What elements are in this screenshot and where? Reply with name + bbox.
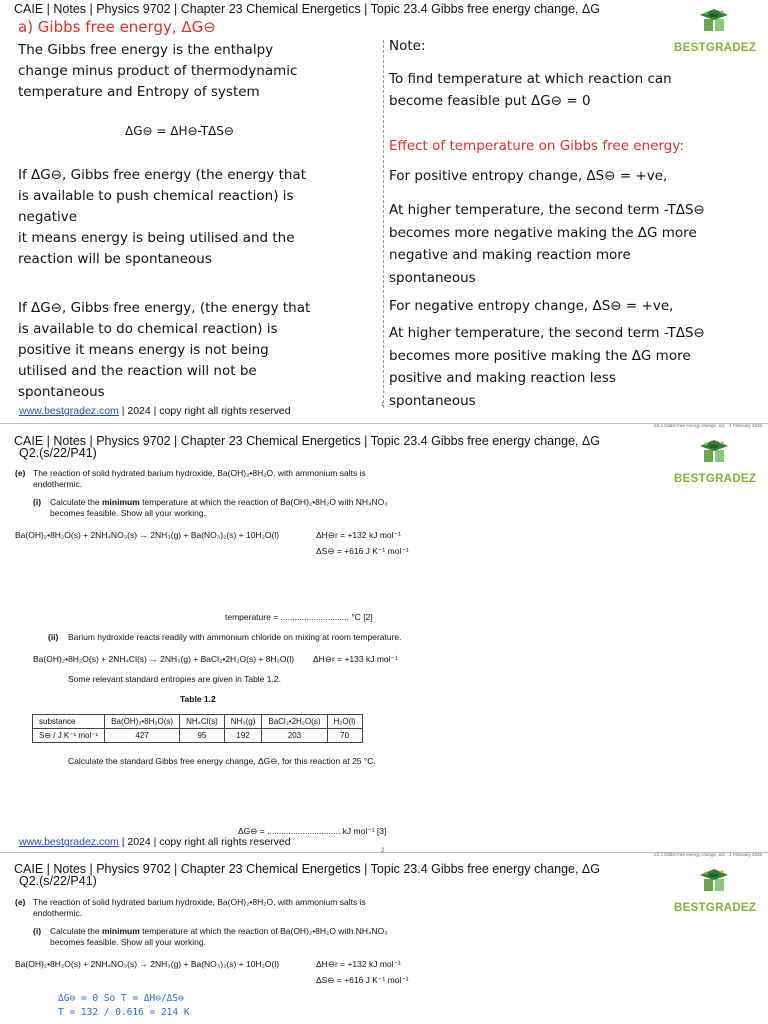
brand-logo [674, 5, 757, 54]
page-number: 1 [381, 402, 385, 408]
table-cell: NH₄Cl(s) [180, 715, 225, 729]
part-e-text: The reaction of solid hydrated barium hydroxide, Ba(OH)₂•8H₂O, with ammonium salts is endothermic. [33, 468, 366, 489]
effect-heading: Effect of temperature on Gibbs free energy: [389, 138, 684, 154]
brand-logo [674, 436, 757, 485]
table-cell: Ba(OH)₂•8H₂O(s) [105, 715, 180, 729]
table-cell: 95 [180, 729, 225, 743]
part-i-text: Calculate the minimum temperature at which the reaction of Ba(OH)₂•8H₂O with NH₄NO₃ becomes feasible. Show all your working. [50, 497, 388, 518]
table-cell: BaCl₂•2H₂O(s) [262, 715, 327, 729]
brand-logo [674, 865, 757, 914]
table-cell: H₂O(l) [327, 715, 362, 729]
table-title: Table 1.2 [180, 694, 216, 704]
footer-website-link[interactable]: www.bestgradez.com [19, 836, 119, 848]
part-e-label: (e) [15, 468, 26, 478]
enthalpy-value-1: ΔH⊖r = +132 kJ mol⁻¹ [316, 530, 401, 540]
brand-name: BESTGRADEZ [674, 902, 757, 914]
negative-entropy-effect: At higher temperature, the second term -TΔS⊖ becomes more positive making the ΔG more positive and making reaction less spontaneous [389, 325, 705, 409]
negative-entropy-line: For negative entropy change, ΔS⊖ = +ve, [389, 298, 674, 314]
book-cap-icon [698, 5, 730, 37]
entropy-table [32, 714, 363, 743]
handwritten-answer-line-2: T = 132 / 0.616 = 214 K [58, 1007, 190, 1018]
table-cell: 427 [105, 729, 180, 743]
part-i-label: (i) [33, 497, 42, 507]
enthalpy-value-1: ΔH⊖r = +132 kJ mol⁻¹ [316, 959, 401, 969]
part-e-text: The reaction of solid hydrated barium hydroxide, Ba(OH)₂•8H₂O, with ammonium salts is endothermic. [33, 897, 366, 918]
column-divider [383, 40, 384, 408]
table-cell: substance [33, 715, 105, 729]
notes-page-1 [0, 0, 768, 423]
dg-answer-line: ΔG⊖ = ............................... kJ mol⁻¹ [3] [238, 826, 387, 836]
part-e-label: (e) [15, 897, 26, 907]
table-cell: 203 [262, 729, 327, 743]
page-tiny-header: 23.4 Gibbs free energy change, ΔG - 2 February 2025 [654, 853, 762, 857]
entropy-value-1: ΔS⊖ = +616 J K⁻¹ mol⁻¹ [316, 975, 409, 985]
positive-dg-paragraph: If ΔG⊖, Gibbs free energy, (the energy that is available to do chemical reaction) is positive it means energy is not being utilised and the reaction will not be spontaneous [18, 300, 311, 400]
positive-entropy-effect: At higher temperature, the second term -TΔS⊖ becomes more negative making the ΔG more negative and making reaction more spontaneous [389, 202, 705, 286]
page-header: CAIE | Notes | Physics 9702 | Chapter 23 Chemical Energetics | Topic 23.4 Gibbs free energy change, ΔG [14, 434, 600, 448]
part-i-label: (i) [33, 926, 42, 936]
table-cell: S⊖ / J K⁻¹ mol⁻¹ [33, 729, 105, 743]
footer-copyright: | 2024 | copy right all rights reserved [121, 405, 291, 417]
question-title: Q2.(s/22/P41) [19, 874, 97, 888]
positive-entropy-line: For positive entropy change, ΔS⊖ = +ve, [389, 168, 668, 184]
notes-page-2 [0, 424, 768, 852]
table-cell: 70 [327, 729, 362, 743]
gibbs-equation: ΔG⊖ = ΔH⊖-TΔS⊖ [125, 124, 234, 138]
section-title: a) Gibbs free energy, ΔG⊖ [18, 18, 216, 36]
page-number: 2 [381, 848, 385, 852]
table-cell: 192 [224, 729, 262, 743]
calc-instruction: Calculate the standard Gibbs free energy change, ΔG⊖, for this reaction at 25 °C. [68, 756, 376, 766]
footer-copyright: | 2024 | copy right all rights reserved [121, 836, 291, 848]
book-cap-icon [698, 436, 730, 468]
reaction-equation-1: Ba(OH)₂•8H₂O(s) + 2NH₄NO₃(s) → 2NH₃(g) + Ba(NO₃)₂(s) + 10H₂O(l) [15, 959, 280, 969]
table-row [33, 729, 363, 743]
question-title: Q2.(s/22/P41) [19, 446, 97, 460]
page-footer [19, 836, 291, 848]
note-heading: Note: [389, 38, 426, 54]
note-text: To find temperature at which reaction can become feasible put ΔG⊖ = 0 [389, 71, 672, 109]
part-i-text: Calculate the minimum temperature at which the reaction of Ba(OH)₂•8H₂O with NH₄NO₃ becomes feasible. Show all your working. [50, 926, 388, 947]
table-cell: NH₃(g) [224, 715, 262, 729]
temperature-answer-line: temperature = ............................. °C [2] [225, 612, 373, 622]
part-ii-text: Barium hydroxide reacts readily with ammonium chloride on mixing at room temperature. [68, 632, 402, 642]
page-header: CAIE | Notes | Physics 9702 | Chapter 23 Chemical Energetics | Topic 23.4 Gibbs free energy change, ΔG [14, 862, 600, 876]
entropy-value-1: ΔS⊖ = +616 J K⁻¹ mol⁻¹ [316, 546, 409, 556]
table-header-row [33, 715, 363, 729]
part-ii-label: (ii) [48, 632, 59, 642]
handwritten-answer-line-1: ΔG⊖ = 0 So T = ΔH⊖/ΔS⊖ [58, 993, 184, 1004]
brand-name: BESTGRADEZ [674, 473, 757, 485]
page-footer [19, 405, 291, 417]
footer-website-link[interactable]: www.bestgradez.com [19, 405, 119, 417]
brand-name: BESTGRADEZ [674, 42, 757, 54]
page-header: CAIE | Notes | Physics 9702 | Chapter 23 Chemical Energetics | Topic 23.4 Gibbs free energy change, ΔG [14, 2, 600, 16]
negative-dg-paragraph: If ΔG⊖, Gibbs free energy (the energy that is available to push chemical reaction) is negative it means energy is being utilised and the reaction will be spontaneous [18, 167, 306, 267]
entropy-intro: Some relevant standard entropies are given in Table 1.2. [68, 674, 281, 684]
page-tiny-header: 23.4 Gibbs free energy change, ΔG - 2 February 2025 [654, 424, 762, 428]
enthalpy-value-2: ΔH⊖r = +133 kJ mol⁻¹ [313, 654, 398, 664]
reaction-equation-1: Ba(OH)₂•8H₂O(s) + 2NH₄NO₃(s) → 2NH₃(g) + Ba(NO₃)₂(s) + 10H₂O(l) [15, 530, 280, 540]
definition-paragraph: The Gibbs free energy is the enthalpy change minus product of thermodynamic temperature and Entropy of system [18, 42, 298, 100]
book-cap-icon [698, 865, 730, 897]
reaction-equation-2: Ba(OH)₂•8H₂O(s) + 2NH₄Cl(s) → 2NH₃(g) + BaCl₂•2H₂O(s) + 8H₂O(l) [33, 654, 295, 664]
notes-page-3 [0, 853, 768, 1024]
